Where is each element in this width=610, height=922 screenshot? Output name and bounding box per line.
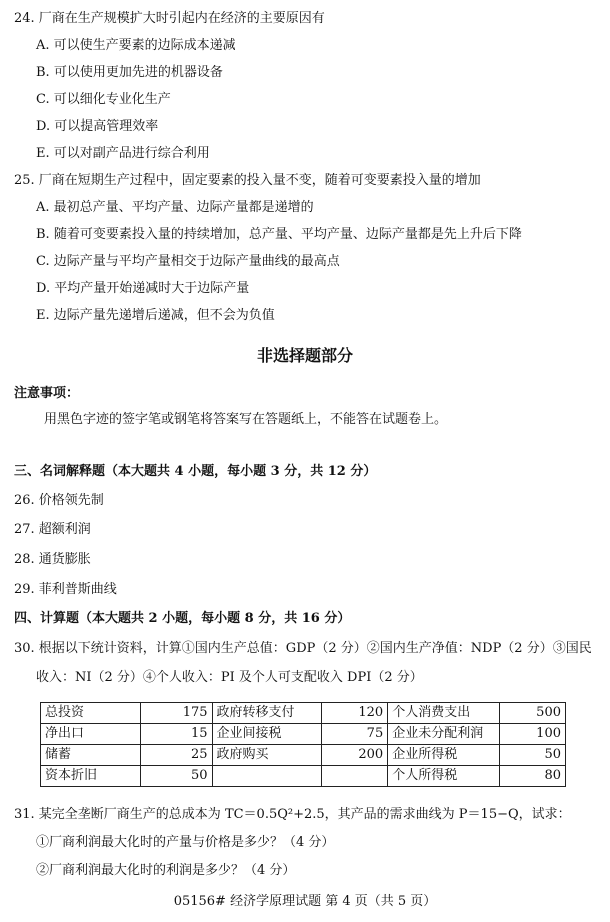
table-cell-value: 75 [322,724,388,745]
table-cell-value: 500 [500,703,566,724]
q25-option-d: D. 平均产量开始递减时大于边际产量 [36,281,250,296]
table-cell-value [322,766,388,787]
q24-option-b: B. 可以使用更加先进的机器设备 [36,65,223,80]
q24-option-d: D. 可以提高管理效率 [36,119,159,134]
q25-option-b: B. 随着可变要素投入量的持续增加，总产量、平均产量、边际产量都是先上升后下降 [36,227,522,242]
table-row [41,724,566,745]
table-cell-label: 企业未分配利润 [388,724,500,745]
table-cell-label [212,766,322,787]
table-cell-value: 200 [322,745,388,766]
table-cell-label: 企业所得税 [388,745,500,766]
q30-line1: 30. 根据以下统计资料，计算①国内生产总值：GDP（2 分）②国内生产净值：NDP（2 分）③国民 [14,641,592,656]
table-cell-label: 企业间接税 [212,724,322,745]
table-cell-value: 120 [322,703,388,724]
table-cell-value: 80 [500,766,566,787]
q25-stem: 25. 厂商在短期生产过程中，固定要素的投入量不变，随着可变要素投入量的增加 [14,173,481,188]
q31-sub1: ①厂商利润最大化时的产量与价格是多少？（4 分） [36,835,335,850]
table-cell-value: 25 [140,745,212,766]
notice-heading: 注意事项： [14,386,80,401]
page-footer: 05156# 经济学原理试题 第 4 页（共 5 页） [173,894,437,909]
table-row [41,745,566,766]
table-cell-label: 政府转移支付 [212,703,322,724]
table-cell-label: 个人消费支出 [388,703,500,724]
q24-option-a: A. 可以使生产要素的边际成本递减 [36,38,236,53]
q24-option-e: E. 可以对副产品进行综合利用 [36,146,210,161]
table-cell-value: 175 [140,703,212,724]
q28: 28. 通货膨胀 [14,552,91,567]
table-cell-label: 储蓄 [41,745,141,766]
section3-heading: 三、名词解释题（本大题共 4 小题，每小题 3 分，共 12 分） [14,464,377,479]
table-cell-label: 个人所得税 [388,766,500,787]
q25-option-e: E. 边际产量先递增后递减，但不会为负值 [36,308,275,323]
statistics-table [40,702,566,787]
table-cell-value: 100 [500,724,566,745]
table-cell-label: 资本折旧 [41,766,141,787]
q24-option-c: C. 可以细化专业化生产 [36,92,171,107]
q26: 26. 价格领先制 [14,493,104,508]
part-title: 非选择题部分 [256,346,353,365]
table-row [41,766,566,787]
q25-option-c: C. 边际产量与平均产量相交于边际产量曲线的最高点 [36,254,340,269]
q27: 27. 超额利润 [14,522,91,537]
table-row [41,703,566,724]
q24-stem: 24. 厂商在生产规模扩大时引起内在经济的主要原因有 [14,11,325,26]
table-cell-value: 50 [140,766,212,787]
table-cell-label: 政府购买 [212,745,322,766]
table-cell-value: 15 [140,724,212,745]
section4-heading: 四、计算题（本大题共 2 小题，每小题 8 分，共 16 分） [14,611,351,626]
q31-stem: 31. 某完全垄断厂商生产的总成本为 TC＝0.5Q²+2.5，其产品的需求曲线为 P＝15−Q，试求： [14,807,571,822]
notice-text: 用黑色字迹的签字笔或钢笔将答案写在答题纸上，不能答在试题卷上。 [44,412,448,427]
q25-option-a: A. 最初总产量、平均产量、边际产量都是递增的 [36,200,314,215]
table-cell-label: 净出口 [41,724,141,745]
table-cell-value: 50 [500,745,566,766]
q29: 29. 菲利普斯曲线 [14,582,117,597]
table-cell-label: 总投资 [41,703,141,724]
q30-line2: 收入：NI（2 分）④个人收入：PI 及个人可支配收入 DPI（2 分） [36,670,423,685]
q31-sub2: ②厂商利润最大化时的利润是多少？（4 分） [36,863,296,878]
